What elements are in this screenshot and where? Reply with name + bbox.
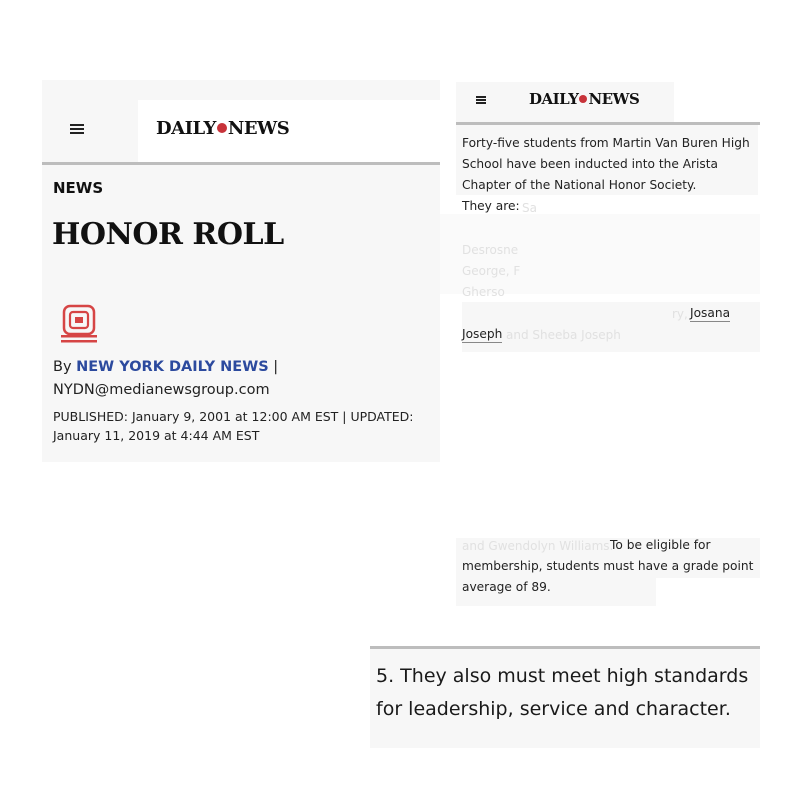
byline — [53, 356, 433, 402]
student-name-link[interactable]: Joseph — [462, 327, 503, 341]
menu-icon[interactable] — [70, 124, 84, 134]
student-name-link[interactable]: Josana — [690, 306, 731, 320]
logo-seal-icon — [217, 123, 227, 133]
site-logo[interactable] — [156, 118, 289, 139]
logo-text-right: NEWS — [227, 118, 290, 139]
faded-text: and Gwendolyn Williams. — [462, 539, 614, 553]
author-email: NYDN@medianewsgroup.com — [53, 382, 270, 398]
faded-text: Sa — [522, 201, 537, 215]
standards-divider — [370, 646, 760, 649]
publish-dates: PUBLISHED: January 9, 2001 at 12:00 AM EST | UPDATED: January 11, 2019 at 4:44 AM EST — [53, 409, 414, 443]
faded-text: Gherso — [462, 285, 505, 299]
eligibility-text: To be eligible for membership, students must have a grade point average of 89. — [462, 538, 754, 594]
standards-panel — [370, 646, 760, 748]
logo-text-left: DAILY — [529, 90, 579, 108]
header-divider — [42, 162, 440, 165]
logo-seal-icon — [579, 95, 587, 103]
they-are-label: They are: — [462, 199, 520, 213]
byline-separator: | — [273, 359, 279, 375]
intro-text: Forty-five students from Martin Van Buren High School have been inducted into the Arista Chapter of the National Honor Society. — [462, 136, 750, 192]
site-logo-small[interactable] — [529, 90, 639, 108]
standards-paragraph: 5. They also must meet high standards for leadership, service and character. — [376, 665, 749, 720]
author-link[interactable]: NEW YORK DAILY NEWS — [76, 359, 269, 375]
menu-icon-small[interactable] — [476, 96, 486, 104]
article-headline: HONOR ROLL — [52, 217, 284, 252]
faded-text: George, F — [462, 264, 521, 278]
faded-text: and Sheeba Joseph — [506, 328, 621, 342]
logo-text-right: NEWS — [588, 90, 640, 108]
article-header-panel — [42, 80, 440, 462]
site-header-small — [456, 82, 674, 122]
intro-paragraph — [462, 133, 758, 217]
byline-prefix: By — [53, 359, 72, 375]
faded-text: Desrosne — [462, 243, 519, 257]
faded-text: ry, — [672, 307, 688, 321]
logo-text-left: DAILY — [156, 118, 216, 139]
author-avatar-icon — [59, 304, 101, 346]
section-label[interactable]: NEWS — [53, 179, 104, 197]
eligibility-paragraph — [462, 535, 758, 598]
